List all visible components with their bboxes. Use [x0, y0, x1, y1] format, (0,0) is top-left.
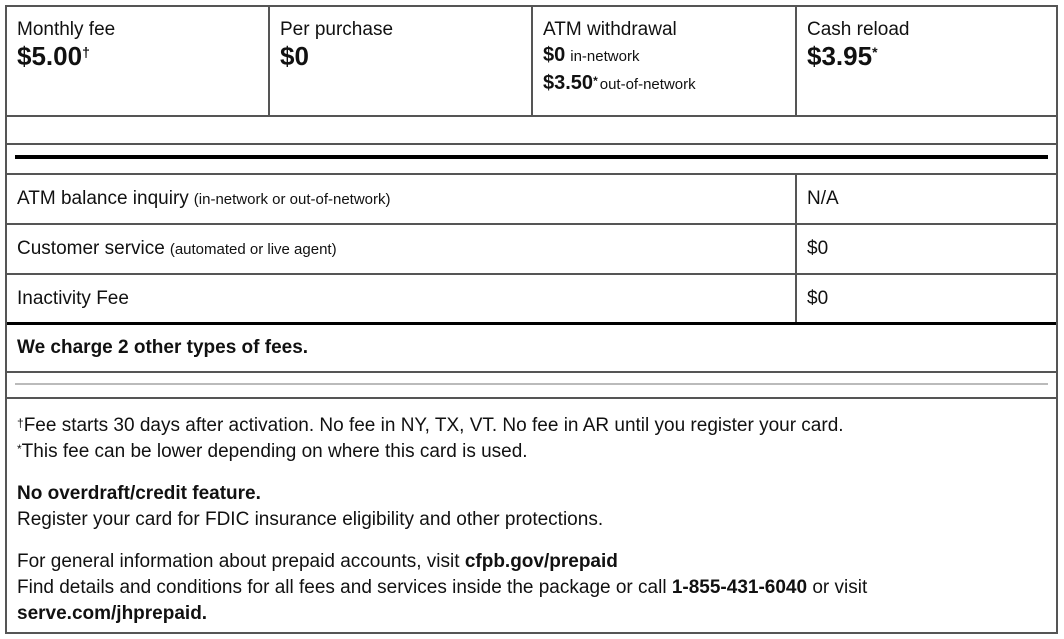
details-line: Find details and conditions for all fees and services inside the package or call 1-855-431-6040 or visit: [17, 577, 868, 598]
atm-withdrawal-title: ATM withdrawal: [543, 19, 677, 40]
spacer-row: [7, 117, 1056, 145]
cfpb-link[interactable]: cfpb.gov/prepaid: [464, 551, 618, 572]
fee-note: (in-network or out-of-network): [193, 190, 391, 208]
asterisk-mark: *: [872, 44, 878, 60]
fee-label: Inactivity Fee: [7, 275, 797, 322]
website-link[interactable]: serve.com/jhprepaid.: [17, 603, 208, 624]
monthly-fee-amount: $5.00†: [17, 41, 90, 71]
atm-out-network-amount: $3.50*: [543, 72, 598, 94]
footnotes-section: [7, 399, 1056, 627]
fee-note: (automated or live agent): [169, 240, 337, 258]
divider-row: [7, 145, 1056, 175]
fee-summary-row: [7, 7, 1056, 117]
fee-label: ATM balance inquiry (in-network or out-of-network): [7, 175, 797, 223]
thick-divider: [15, 155, 1048, 159]
atm-in-network: [543, 41, 785, 69]
per-purchase-title: Per purchase: [280, 19, 394, 40]
atm-withdrawal-cell: [533, 7, 797, 115]
atm-in-network-label: in-network: [570, 48, 640, 65]
register-notice: Register your card for FDIC insurance eligibility and other protections.: [17, 509, 604, 530]
fee-table-row: [7, 175, 1056, 225]
per-purchase-cell: [270, 7, 533, 115]
fee-table-row: [7, 275, 1056, 325]
fee-label: Customer service (automated or live agent): [7, 225, 797, 273]
cash-reload-cell: [797, 7, 1056, 115]
atm-in-network-amount: $0: [543, 44, 566, 66]
website-line: [17, 601, 1046, 627]
monthly-fee-title: Monthly fee: [17, 19, 116, 40]
no-overdraft-notice: No overdraft/credit feature.: [17, 483, 261, 504]
cash-reload-amount: $3.95*: [807, 41, 878, 71]
fee-value: N/A: [807, 188, 839, 209]
thin-divider-row: [7, 373, 1056, 399]
general-info-line: For general information about prepaid accounts, visit cfpb.gov/prepaid: [17, 551, 618, 572]
thin-divider: [15, 383, 1048, 385]
dagger-mark: †: [82, 44, 90, 60]
other-fees-statement: We charge 2 other types of fees.: [7, 325, 1056, 373]
phone-number[interactable]: 1-855-431-6040: [671, 577, 808, 598]
atm-out-of-network: [543, 69, 785, 97]
fee-value: $0: [807, 287, 829, 309]
atm-out-network-label: out-of-network: [599, 76, 696, 93]
cash-reload-title: Cash reload: [807, 19, 910, 40]
fee-table-row: [7, 225, 1056, 275]
monthly-fee-cell: [7, 7, 270, 115]
fee-value: $0: [807, 238, 829, 259]
asterisk-footnote: *This fee can be lower depending on where this card is used.: [17, 441, 528, 462]
per-purchase-amount: $0: [280, 41, 309, 71]
fee-disclosure-box: [5, 5, 1058, 634]
dagger-footnote: †Fee starts 30 days after activation. No fee in NY, TX, VT. No fee in AR until you register your card.: [17, 415, 844, 436]
